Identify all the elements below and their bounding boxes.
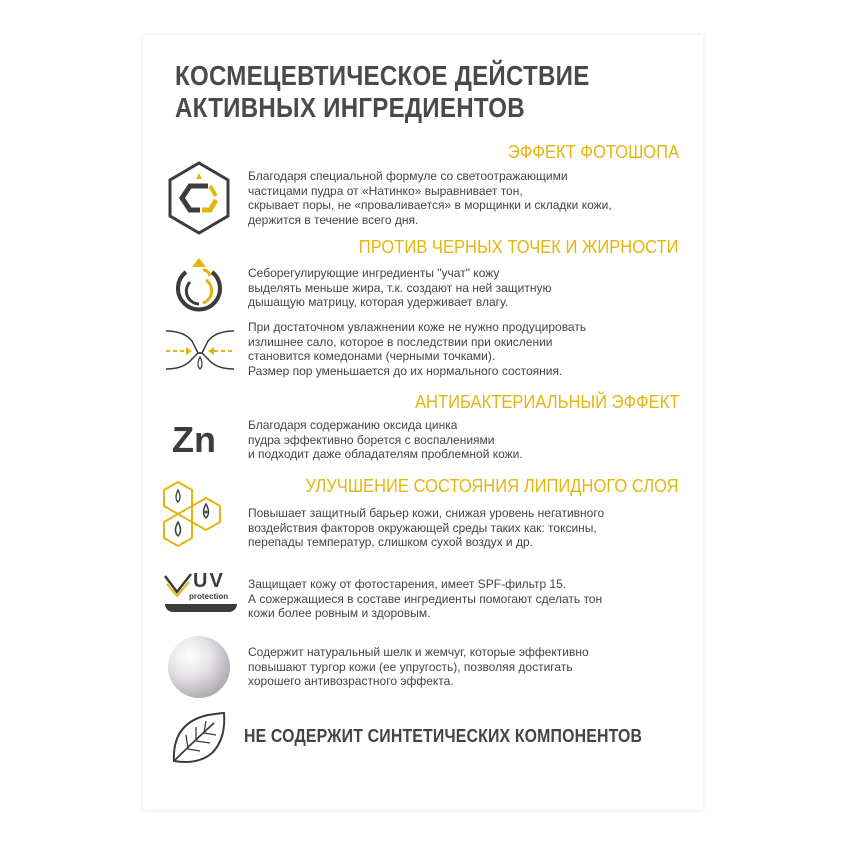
pearl-icon — [165, 633, 233, 701]
title-line-2: АКТИВНЫХ ИНГРЕДИЕНТОВ — [175, 92, 525, 123]
uv-label: UV — [193, 570, 225, 592]
heading-antibacterial: АНТИБАКТЕРИАЛЬНЫЙ ЭФФЕКТ — [414, 392, 679, 412]
section-7-text: Содержит натуральный шелк и жемчуг, которые эффективно повышают тургор кожи (ее упругость), позволяя достигать хорошего антивозрастного эффекта. — [248, 645, 589, 689]
section-5-text: Повышает защитный барьер кожи, снижая уровень негативного воздействия факторов окружающей среды таких как: токсины, перепады температур, слишком сухой воздух и др. — [248, 506, 605, 550]
pore-icon — [162, 323, 238, 375]
protection-label: protection — [189, 592, 229, 601]
heading-photoshop-effect: ЭФФЕКТ ФОТОШОПА — [507, 142, 679, 162]
hexagon-c-icon — [164, 158, 234, 238]
section-1-text: Благодаря специальной формуле со светоотражающими частицами пудра от «Натинко» выравнивает тон, скрывает поры, не «проваливается» в морщинки и складки кожи, держится в течение всего дня. — [248, 169, 612, 228]
section-6-text: Защищает кожу от фотостарения, имеет SPF-фильтр 15. А сожержащиеся в составе ингредиенты помогают сделать тон кожи более ровным и здоровым. — [248, 577, 603, 621]
drop-circle-icon — [170, 254, 228, 316]
zinc-icon: Zn — [172, 419, 216, 460]
leaf-icon — [168, 709, 228, 767]
heading-lipid-layer: УЛУЧШЕНИЕ СОСТОЯНИЯ ЛИПИДНОГО СЛОЯ — [305, 476, 679, 496]
section-2-text: Себорегулирующие ингредиенты "учат" кожу выделять меньше жира, т.к. создают на ней защитную дышащую матрицу, которая удерживает влагу. — [248, 266, 552, 310]
section-4-text: Благодаря содержанию оксида цинка пудра эффективно борется с воспалениями и подходит даже обладателям проблемной кожи. — [248, 418, 523, 462]
title-line-1: КОСМЕЦЕВТИЧЕСКОЕ ДЕЙСТВИЕ — [175, 60, 590, 91]
heading-blackheads: ПРОТИВ ЧЕРНЫХ ТОЧЕК И ЖИРНОСТИ — [359, 237, 679, 257]
footer-text: НЕ СОДЕРЖИТ СИНТЕТИЧЕСКИХ КОМПОНЕНТОВ — [244, 726, 643, 746]
honeycomb-drops-icon — [158, 478, 238, 560]
uv-bar — [165, 604, 237, 612]
section-3-text: При достаточном увлажнении коже не нужно продуцировать излишнее сало, которое в последствии при окислении становится комедонами (черными точками). Размер пор уменьшается до их нормального состояния. — [248, 320, 587, 379]
uv-protection-icon — [163, 570, 243, 620]
page-title — [175, 60, 622, 124]
